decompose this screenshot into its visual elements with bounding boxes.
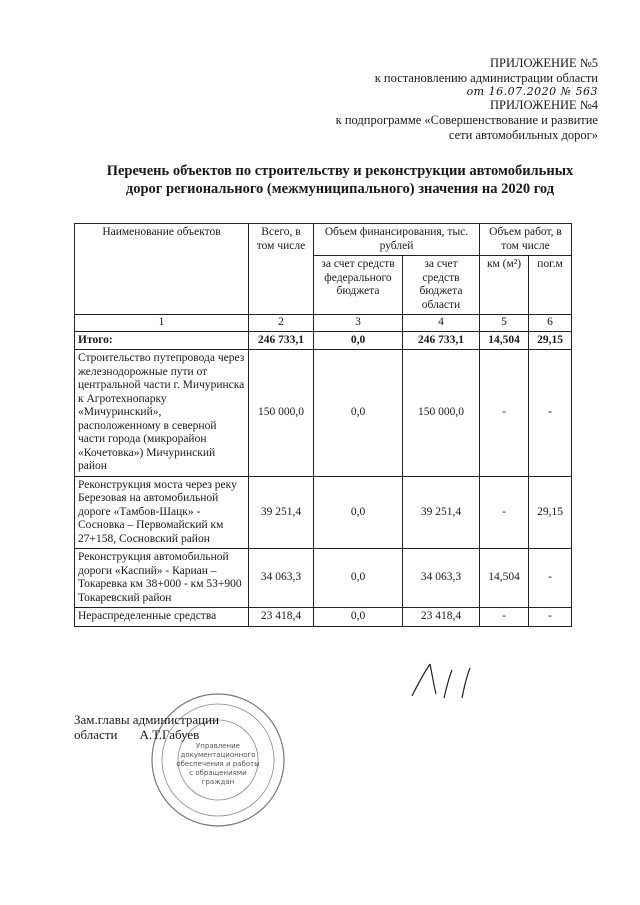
appendix-4-title: ПРИЛОЖЕНИЕ №4 bbox=[489, 98, 598, 112]
object-total: 150 000,0 bbox=[249, 350, 314, 477]
total-label: Итого: bbox=[75, 331, 249, 350]
appendix-5-block bbox=[375, 56, 598, 99]
table-row bbox=[75, 476, 572, 549]
object-pogm: - bbox=[529, 350, 572, 477]
object-km: - bbox=[480, 350, 529, 477]
stamp-text-line-1: Управление bbox=[196, 742, 240, 750]
column-number: 4 bbox=[403, 315, 480, 332]
handwritten-initials-mark bbox=[408, 660, 498, 700]
appendix-4-block bbox=[336, 98, 598, 143]
stamp-text-line-5: граждан bbox=[201, 778, 235, 786]
appendix-4-line-2: сети автомобильных дорог» bbox=[448, 128, 598, 142]
document-title-line-2: дорог регионального (межмуниципального) значения на 2020 год bbox=[125, 181, 555, 197]
table-row bbox=[75, 350, 572, 477]
table-row bbox=[75, 608, 572, 627]
table-row bbox=[75, 549, 572, 608]
total-regional: 246 733,1 bbox=[403, 331, 480, 350]
object-total: 23 418,4 bbox=[249, 608, 314, 627]
signature-name: А.Т.Габуев bbox=[139, 727, 200, 742]
object-total: 39 251,4 bbox=[249, 476, 314, 549]
official-stamp bbox=[148, 690, 288, 830]
header-regional: за счет средств бюджета области bbox=[403, 256, 480, 315]
document-title-line-1: Перечень объектов по строительству и реконструкции автомобильных bbox=[106, 163, 574, 179]
header-km: км (м²) bbox=[480, 256, 529, 315]
document-title bbox=[60, 162, 620, 198]
appendix-5-resolution-line: к постановлению администрации области bbox=[374, 71, 598, 85]
column-number: 1 bbox=[75, 315, 249, 332]
total-federal: 0,0 bbox=[314, 331, 403, 350]
header-federal: за счет средств федерального бюджета bbox=[314, 256, 403, 315]
object-pogm: 29,15 bbox=[529, 476, 572, 549]
header-financing: Объем финансирования, тыс. рублей bbox=[314, 224, 480, 256]
object-pogm: - bbox=[529, 549, 572, 608]
header-total: Всего, в том числе bbox=[249, 224, 314, 315]
object-federal: 0,0 bbox=[314, 476, 403, 549]
object-km: - bbox=[480, 476, 529, 549]
total-sum: 246 733,1 bbox=[249, 331, 314, 350]
signature-position-tail: области bbox=[74, 727, 118, 742]
header-name: Наименование объектов bbox=[75, 224, 249, 315]
total-km: 14,504 bbox=[480, 331, 529, 350]
signature-position: Зам.главы администрации bbox=[74, 712, 220, 727]
object-name: Строительство путепровода через железнодорожные пути от центральной части г. Мичуринска к Агротехнопарку «Мичуринский», расположенному в северной части города (микрорайон «Кочетовка») Мичуринский район bbox=[75, 350, 249, 477]
header-work-volume: Объем работ, в том числе bbox=[480, 224, 572, 256]
object-pogm: - bbox=[529, 608, 572, 627]
stamp-text-line-2: документационного bbox=[180, 751, 256, 759]
object-name: Реконструкция автомобильной дороги «Каспий» - Кариан – Токаревка км 38+000 - км 53+900 Токаревский район bbox=[75, 549, 249, 608]
signature-line-2 bbox=[74, 727, 219, 742]
column-number: 5 bbox=[480, 315, 529, 332]
appendix-5-handwritten-date-number: от 16.07.2020 № 563 bbox=[466, 85, 598, 98]
appendix-4-line-1: к подпрограмме «Совершенствование и развитие bbox=[335, 113, 598, 127]
object-federal: 0,0 bbox=[314, 549, 403, 608]
objects-table bbox=[74, 223, 572, 627]
object-km: 14,504 bbox=[480, 549, 529, 608]
column-number: 6 bbox=[529, 315, 572, 332]
object-federal: 0,0 bbox=[314, 350, 403, 477]
object-regional: 39 251,4 bbox=[403, 476, 480, 549]
column-number: 2 bbox=[249, 315, 314, 332]
appendix-5-title: ПРИЛОЖЕНИЕ №5 bbox=[489, 56, 598, 70]
object-km: - bbox=[480, 608, 529, 627]
object-name: Реконструкция моста через реку Березовая на автомобильной дороге «Тамбов-Шацк» - Сосновка – Первомайский км 27+158, Сосновский район bbox=[75, 476, 249, 549]
table-column-numbers-row bbox=[75, 315, 572, 332]
object-regional: 23 418,4 bbox=[403, 608, 480, 627]
table-total-row bbox=[75, 331, 572, 350]
object-regional: 150 000,0 bbox=[403, 350, 480, 477]
signature-block bbox=[74, 712, 219, 742]
column-number: 3 bbox=[314, 315, 403, 332]
object-total: 34 063,3 bbox=[249, 549, 314, 608]
header-pogm: пог.м bbox=[529, 256, 572, 315]
stamp-text-line-3: обеспечения и работы bbox=[176, 760, 260, 768]
object-regional: 34 063,3 bbox=[403, 549, 480, 608]
total-pogm: 29,15 bbox=[529, 331, 572, 350]
stamp-text-line-4: с обращениями bbox=[189, 769, 247, 777]
object-federal: 0,0 bbox=[314, 608, 403, 627]
object-name: Нераспределенные средства bbox=[75, 608, 249, 627]
table-header-row-1 bbox=[75, 224, 572, 256]
